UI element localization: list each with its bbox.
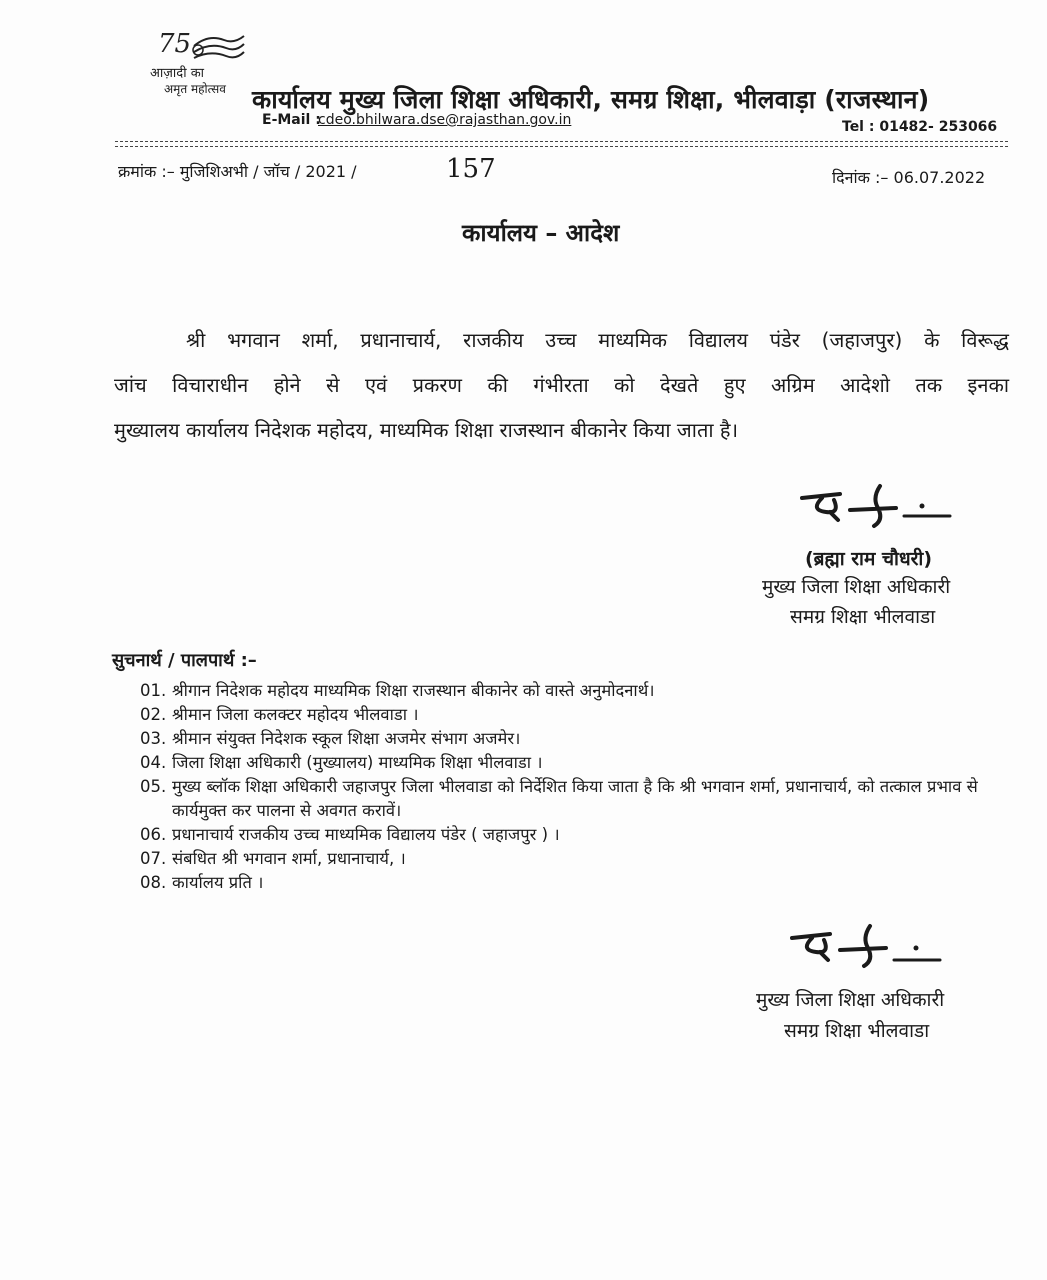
azadi-flag-icon	[158, 28, 248, 68]
office-title: कार्यालय मुख्य जिला शिक्षा अधिकारी, समग्र शिक्षा, भीलवाड़ा (राजस्थान)	[252, 85, 930, 114]
distribution-list	[140, 679, 1020, 895]
logo-text-line2: अमृत महोत्सव	[164, 82, 226, 96]
signatory-office: समग्र शिक्षा भीलवाडा	[790, 606, 936, 628]
header-divider-2	[115, 146, 1008, 147]
body-line-2: जांच विचाराधीन होने से एवं प्रकरण की गंभीरता को देखते हुए अग्रिम आदेशो तक इनका	[114, 373, 1009, 397]
bottom-signatory-office: समग्र शिक्षा भीलवाडा	[784, 1020, 930, 1042]
logo-text-line1: आज़ादी का	[150, 66, 205, 81]
signatory-name: (ब्रह्मा राम चौधरी)	[805, 548, 933, 570]
body-line-3: मुख्यालय कार्यालय निदेशक महोदय, माध्यमिक शिक्षा राजस्थान बीकानेर किया जाता है।	[114, 418, 739, 442]
date: दिनांक :– 06.07.2022	[832, 168, 986, 187]
list-item: 03. श्रीमान संयुक्त निदेशक स्कूल शिक्षा अजमेर संभाग अजमेर।	[140, 729, 521, 748]
svg-text:75: 75	[158, 29, 192, 59]
signature-bottom-icon	[790, 920, 950, 980]
signatory-designation: मुख्य जिला शिक्षा अधिकारी	[762, 576, 951, 598]
list-item: 02. श्रीमान जिला कलक्टर महोदय भीलवाडा ।	[140, 705, 419, 724]
signature-top-icon	[800, 480, 960, 540]
telephone: Tel : 01482- 253066	[842, 119, 998, 135]
distribution-heading: सुचनार्थ / पालपार्थ :–	[112, 650, 257, 671]
bottom-signatory-designation: मुख्य जिला शिक्षा अधिकारी	[756, 989, 945, 1011]
list-item: 04. जिला शिक्षा अधिकारी (मुख्यालय) माध्यमिक शिक्षा भीलवाडा ।	[140, 753, 543, 772]
handwritten-number: 157	[446, 154, 496, 184]
list-item: 01. श्रीगान निदेशक महोदय माध्यमिक शिक्षा राजस्थान बीकानेर को वास्ते अनुमोदनार्थ।	[140, 681, 655, 700]
body-line-1: श्री भगवान शर्मा, प्रधानाचार्य, राजकीय उच्च माध्यमिक विद्यालय पंडेर (जहाजपुर) के विरूद्ध	[186, 328, 1009, 352]
email-address: cdeo.bhilwara.dse@rajasthan.gov.in	[318, 112, 572, 128]
list-item: 07. संबधित श्री भगवान शर्मा, प्रधानाचार्य, ।	[140, 849, 406, 868]
list-item: 05. मुख्य ब्लॉक शिक्षा अधिकारी जहाजपुर जिला भीलवाडा को निर्देशित किया जाता है कि श्री भगवान शर्मा, प्रधानाचार्य, को तत्काल प्रभाव से कार्यमुक्त कर पालना से अवगत करावें।	[140, 777, 978, 820]
reference-number: क्रमांक :– मुजिशिअभी / जॉच / 2021 /	[118, 162, 357, 181]
header-divider	[115, 141, 1008, 142]
list-item: 06. प्रधानाचार्य राजकीय उच्च माध्यमिक विद्यालय पंडेर ( जहाजपुर ) ।	[140, 825, 560, 844]
email-label: E-Mail :	[262, 112, 321, 128]
order-title: कार्यालय – आदेश	[462, 219, 620, 247]
list-item: 08. कार्यालय प्रति ।	[140, 873, 264, 892]
order-body	[114, 318, 1009, 453]
